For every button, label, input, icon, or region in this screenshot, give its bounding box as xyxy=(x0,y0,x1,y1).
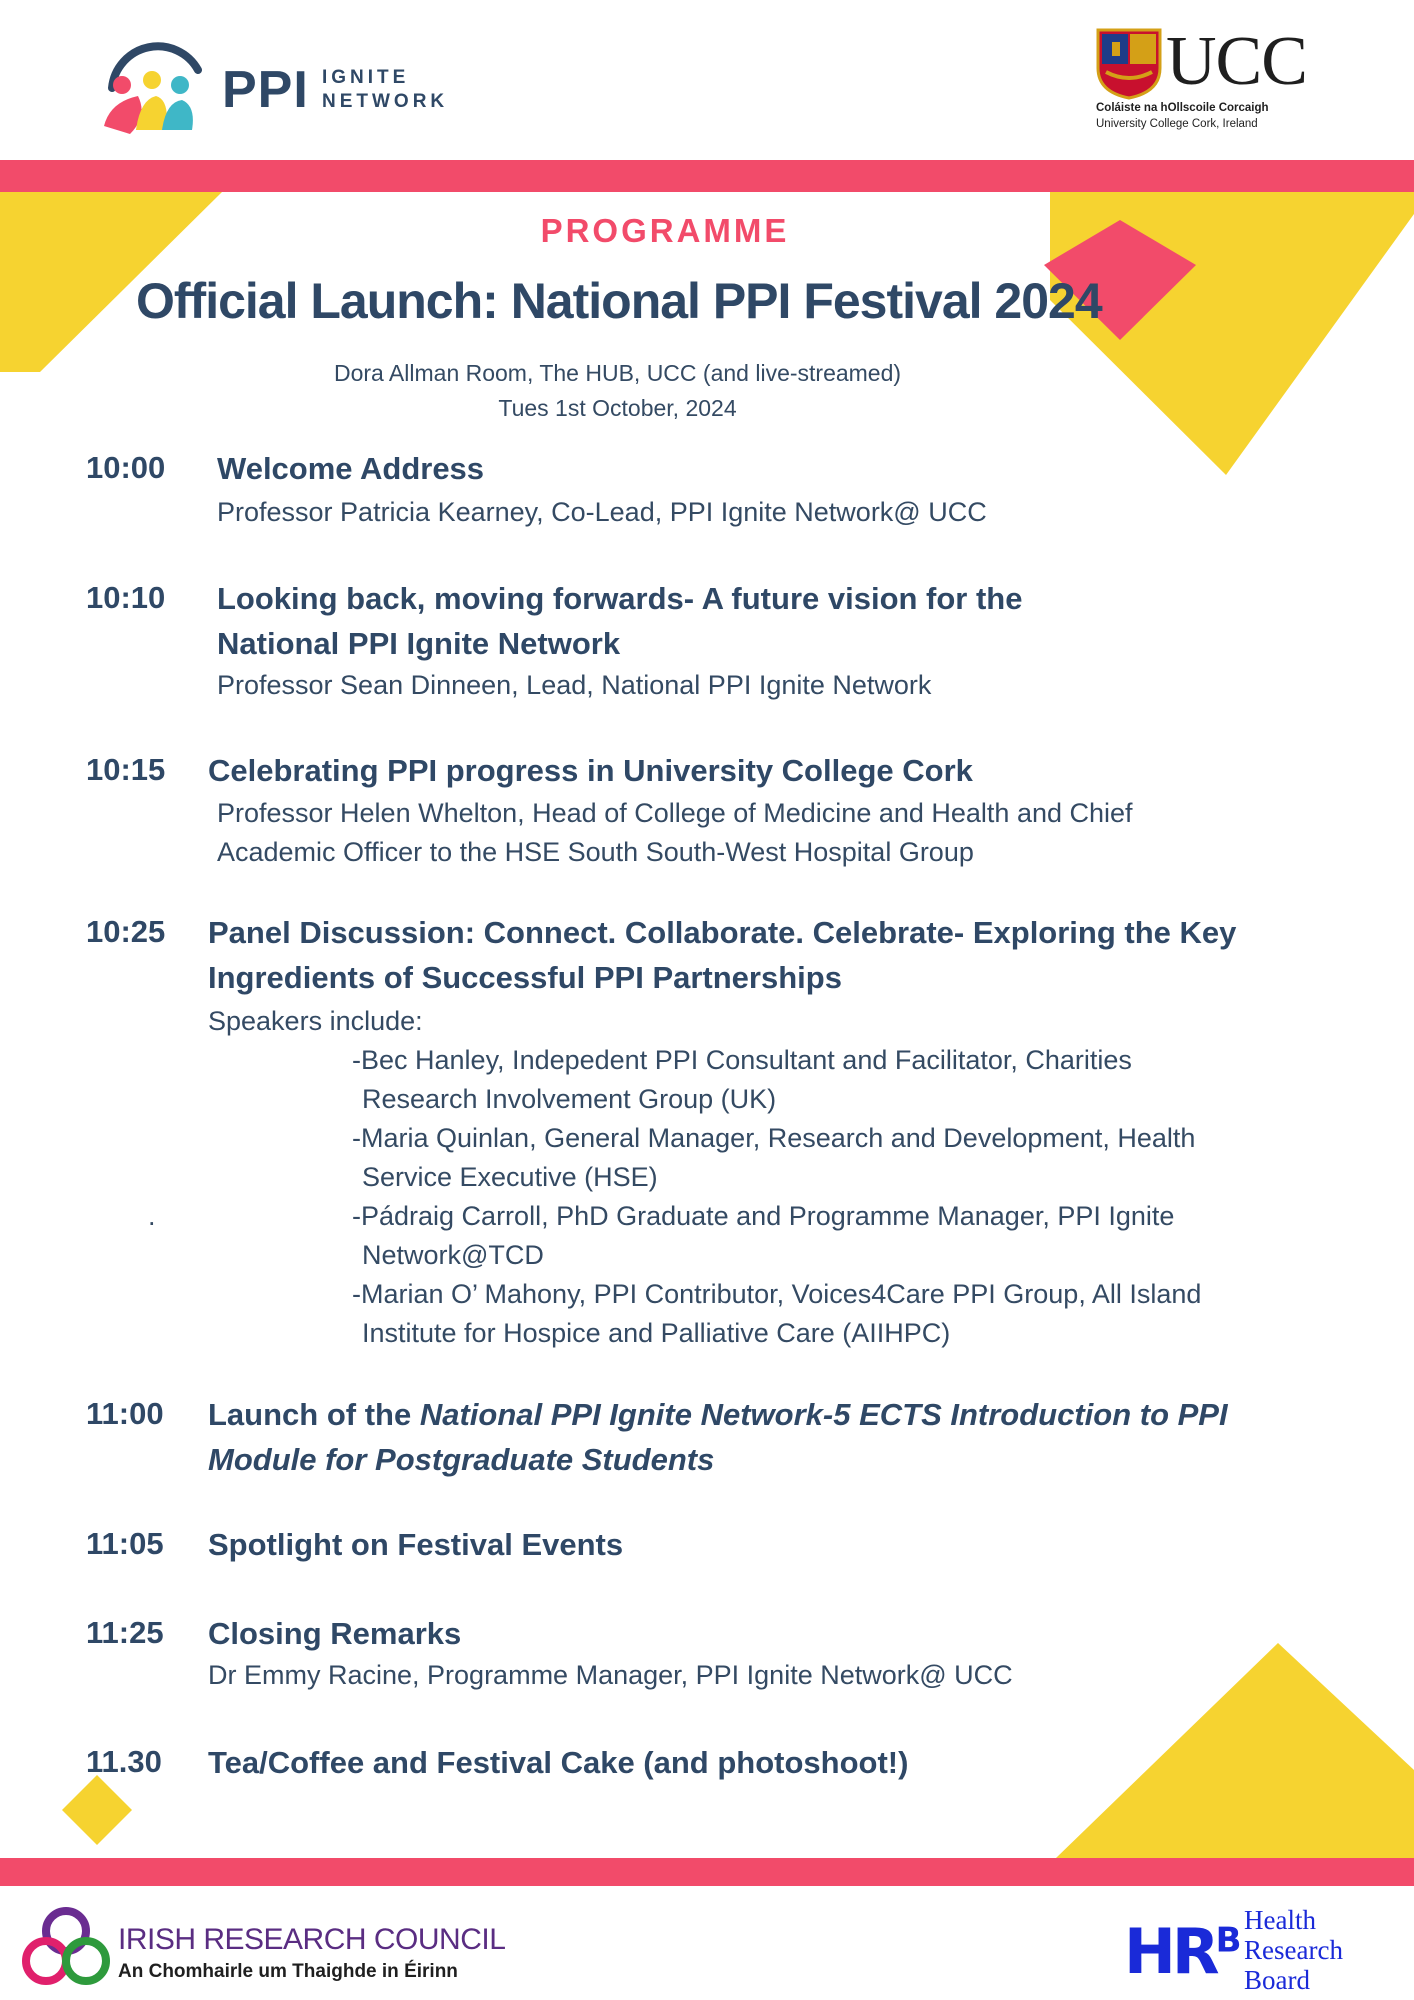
agenda-title: Launch of the National PPI Ignite Network-5 ECTS Introduction to PPI xyxy=(208,1397,1228,1432)
agenda-title: Spotlight on Festival Events xyxy=(208,1527,624,1562)
ppi-wordmark-sub: IGNITE NETWORK xyxy=(322,67,449,112)
venue-text: Dora Allman Room, The HUB, UCC (and live-streamed) xyxy=(333,360,902,386)
agenda-title: Panel Discussion: Connect. Collaborate. Celebrate- Exploring the Key xyxy=(208,915,1237,950)
health-research-board-logo xyxy=(1120,1905,1380,2000)
ppi-people-icon xyxy=(100,30,210,140)
hrb-name: Health Research Board xyxy=(1244,1905,1343,1995)
irc-name: IRISH RESEARCH COUNCIL xyxy=(118,1923,506,1956)
agenda-time: 10:10 xyxy=(86,580,166,615)
agenda-title: Module for Postgraduate Students xyxy=(208,1442,715,1477)
stray-mark: . xyxy=(148,1201,156,1231)
ucc-irish-name: Coláiste na hOllscoile Corcaigh xyxy=(1096,102,1269,114)
agenda-title: Welcome Address xyxy=(217,451,485,486)
agenda-time: 11:05 xyxy=(86,1526,164,1561)
hrb-mark: $HR^B$ xyxy=(1124,1915,1238,1988)
page-title: Official Launch: National PPI Festival 2024 xyxy=(136,273,1102,329)
agenda-speaker: Dr Emmy Racine, Programme Manager, PPI Ignite Network@ UCC xyxy=(208,1660,1013,1690)
agenda-speaker: Professor Sean Dinneen, Lead, National PPI Ignite Network xyxy=(217,670,932,700)
ucc-wordmark: UCC xyxy=(1166,23,1307,100)
panel-speaker: -Marian O’ Mahony, PPI Contributor, Voices4Care PPI Group, All Island Institute for Hospice and Palliative Care (AIIHPC) xyxy=(352,1279,1202,1348)
programme-label: PROGRAMME xyxy=(540,212,790,249)
ucc-logo xyxy=(1090,23,1320,136)
agenda-time: 11:25 xyxy=(86,1615,164,1650)
agenda-time: 11.30 xyxy=(86,1744,162,1779)
agenda-speaker: Academic Officer to the HSE South South-West Hospital Group xyxy=(217,837,974,867)
panel-speaker: -Pádraig Carroll, PhD Graduate and Programme Manager, PPI Ignite Network@TCD xyxy=(352,1201,1175,1270)
agenda-title: Celebrating PPI progress in University College Cork xyxy=(208,753,973,788)
date-text: Tues 1st October, 2024 xyxy=(498,395,737,421)
agenda-time: 10:00 xyxy=(86,450,166,485)
agenda-time: 10:15 xyxy=(86,752,166,787)
ppi-wordmark: PPI xyxy=(222,61,309,119)
panel-speaker: -Maria Quinlan, General Manager, Research and Development, Health Service Executive (HSE) xyxy=(352,1123,1196,1192)
agenda-title: Tea/Coffee and Festival Cake (and photoshoot!) xyxy=(208,1745,909,1780)
agenda-time: 10:25 xyxy=(86,914,166,949)
ppi-ignite-network-logo xyxy=(100,30,480,140)
ucc-english-name: University College Cork, Ireland xyxy=(1096,118,1258,130)
agenda-title: Ingredients of Successful PPI Partnerships xyxy=(208,960,842,995)
agenda-speaker: Professor Patricia Kearney, Co-Lead, PPI Ignite Network@ UCC xyxy=(217,497,987,527)
agenda-title: National PPI Ignite Network xyxy=(217,626,621,661)
agenda-title: Closing Remarks xyxy=(208,1616,462,1651)
panel-speaker: -Bec Hanley, Indepedent PPI Consultant and Facilitator, Charities Research Involvement Group (UK) xyxy=(352,1045,1132,1114)
irc-knot-icon xyxy=(20,1905,112,1997)
agenda-speaker: Professor Helen Whelton, Head of College of Medicine and Health and Chief xyxy=(217,798,1133,828)
irc-irish-name: An Chomhairle um Thaighde in Éirinn xyxy=(118,1961,458,1982)
irish-research-council-logo xyxy=(20,1905,506,2000)
agenda-time: 11:00 xyxy=(86,1396,164,1431)
agenda-title: Looking back, moving forwards- A future vision for the xyxy=(217,581,1023,616)
bottom-left-yellow-diamond xyxy=(62,1775,132,1845)
ucc-crest-icon xyxy=(1096,28,1162,100)
bottom-right-yellow-triangle xyxy=(1056,1643,1414,1858)
speakers-include-label: Speakers include: xyxy=(208,1006,423,1036)
